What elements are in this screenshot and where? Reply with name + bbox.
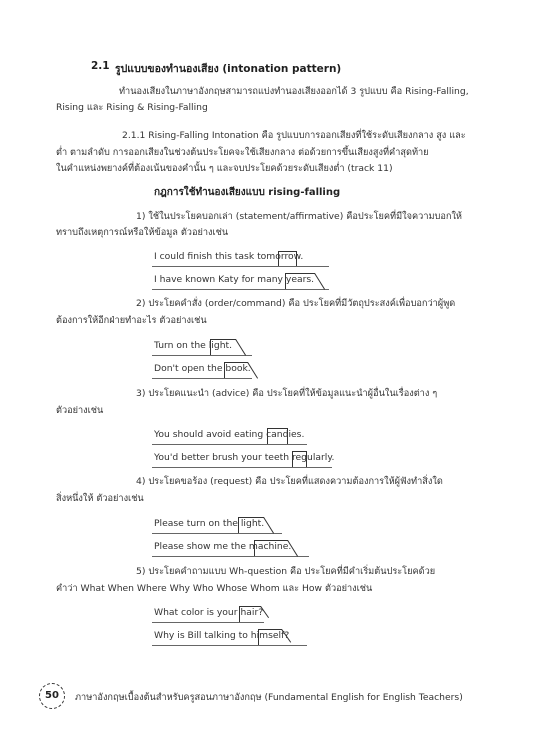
pitch-marker <box>238 517 239 533</box>
pitch-marker <box>292 451 293 467</box>
pitch-marker <box>285 273 286 289</box>
rule-4-line-2: สิ่งหนึ่งให้ ตัวอย่างเช่น <box>56 493 144 504</box>
subsection-line-1: 2.1.1 Rising-Falling Intonation คือ รูปแบบการออกเสียงที่ใช้ระดับเสียงกลาง สูง และ <box>122 130 466 141</box>
pitch-marker <box>278 251 296 252</box>
example-sentence: You should avoid eating candies. <box>154 429 305 440</box>
rule-1-line-1: 1) ใช้ในประโยคบอกเล่า (statement/affirmative) คือประโยคที่มีใจความบอกให้ <box>136 211 462 222</box>
page-number: 50 <box>45 690 59 701</box>
rule-1-line-2: ทราบถึงเหตุการณ์หรือให้ข้อมูล ตัวอย่างเช่น <box>56 227 229 238</box>
rule-3-line-2: ตัวอย่างเช่น <box>56 405 104 416</box>
pitch-marker <box>306 451 307 467</box>
example-sentence: Why is Bill talking to himself? <box>154 630 290 641</box>
example-sentence: I could finish this task tomorrow. <box>154 251 304 262</box>
example-underline <box>152 355 252 356</box>
subsection-line-3: ในคำแหน่งพยางค์ที่ต้องเน้นของคำนั้น ๆ และจบประโยคด้วยระดับเสียงต่ำ (track 11) <box>56 163 393 174</box>
example-sentence: Don't open the book. <box>154 363 251 374</box>
book-title: ภาษาอังกฤษเบื้องต้นสำหรับครูสอนภาษาอังกฤษ (Fundamental English for English Teachers) <box>75 692 463 703</box>
example-sentence: What color is your hair? <box>154 607 264 618</box>
pitch-marker <box>292 451 306 452</box>
pitch-marker <box>278 251 279 266</box>
example-sentence: Please show me the machine. <box>154 541 292 552</box>
pitch-marker <box>210 339 211 355</box>
example-underline <box>152 533 282 534</box>
pitch-marker <box>296 251 297 266</box>
example-underline <box>152 266 329 267</box>
example-sentence: I have known Katy for many years. <box>154 274 315 285</box>
rule-5-line-1: 5) ประโยคคำถามแบบ Wh-question คือ ประโยคที่มีคำเริ่มต้นประโยคด้วย <box>136 566 436 577</box>
rule-5-line-2: คำว่า What When Where Why Who Whose Whom และ How ตัวอย่างเช่น <box>56 583 373 594</box>
pitch-marker <box>267 428 287 429</box>
example-sentence: Turn on the light. <box>154 340 233 351</box>
example-underline <box>152 289 329 290</box>
pitch-marker <box>258 629 259 645</box>
pitch-marker <box>238 517 264 518</box>
example-underline <box>152 622 264 623</box>
example-underline <box>152 378 252 379</box>
subsection-line-2: ต่ำ ตามลำดับ การออกเสียงในช่วงต้นประโยคจะใช้เสียงกลาง ต่อด้วยการขึ้นเสียงสูงที่คำสุดท้าย <box>56 147 429 158</box>
pitch-marker <box>254 540 255 556</box>
pitch-marker <box>285 273 315 274</box>
example-underline <box>152 444 307 445</box>
pitch-marker <box>263 517 274 534</box>
example-sentence: Please turn on the light. <box>154 518 265 529</box>
example-underline <box>152 556 309 557</box>
intro-line-1: ทำนองเสียงในภาษาอังกฤษสามารถแบ่งทำนองเสียงออกได้ 3 รูปแบบ คือ Rising-Falling, <box>119 86 469 97</box>
example-underline <box>152 467 332 468</box>
pitch-marker <box>239 606 240 622</box>
pitch-marker <box>267 428 268 444</box>
pitch-marker <box>314 273 325 290</box>
pitch-marker <box>239 606 261 607</box>
pitch-marker <box>235 339 246 356</box>
rules-heading: กฎการใช้ทำนองเสียงแบบ rising-falling <box>154 187 341 198</box>
pitch-marker <box>254 540 288 541</box>
rule-3-line-1: 3) ประโยคแนะนำ (advice) คือ ประโยคที่ให้ข้อมูลแนะนำผู้อื่นในเรื่องต่าง ๆ <box>136 388 438 399</box>
example-sentence: You'd better brush your teeth regularly. <box>154 452 335 463</box>
rule-2-line-1: 2) ประโยคคำสั่ง (order/command) คือ ประโยคที่มีวัตถุประสงค์เพื่อบอกว่าผู้พูด <box>136 298 456 309</box>
rule-4-line-1: 4) ประโยคขอร้อง (request) คือ ประโยคที่แสดงความต้องการให้ผู้ฟังทำสิ่งใด <box>136 476 443 487</box>
example-underline <box>152 645 307 646</box>
section-title: รูปแบบของทำนองเสียง (intonation pattern) <box>115 63 342 75</box>
pitch-marker <box>210 339 236 340</box>
pitch-marker <box>258 629 282 630</box>
section-number: 2.1 <box>91 60 110 72</box>
pitch-marker <box>287 428 288 444</box>
intro-line-2: Rising และ Rising & Rising-Falling <box>56 102 208 113</box>
pitch-marker <box>224 362 248 363</box>
pitch-marker <box>224 362 225 378</box>
rule-2-line-2: ต้องการให้อีกฝ่ายทำอะไร ตัวอย่างเช่น <box>56 315 207 326</box>
